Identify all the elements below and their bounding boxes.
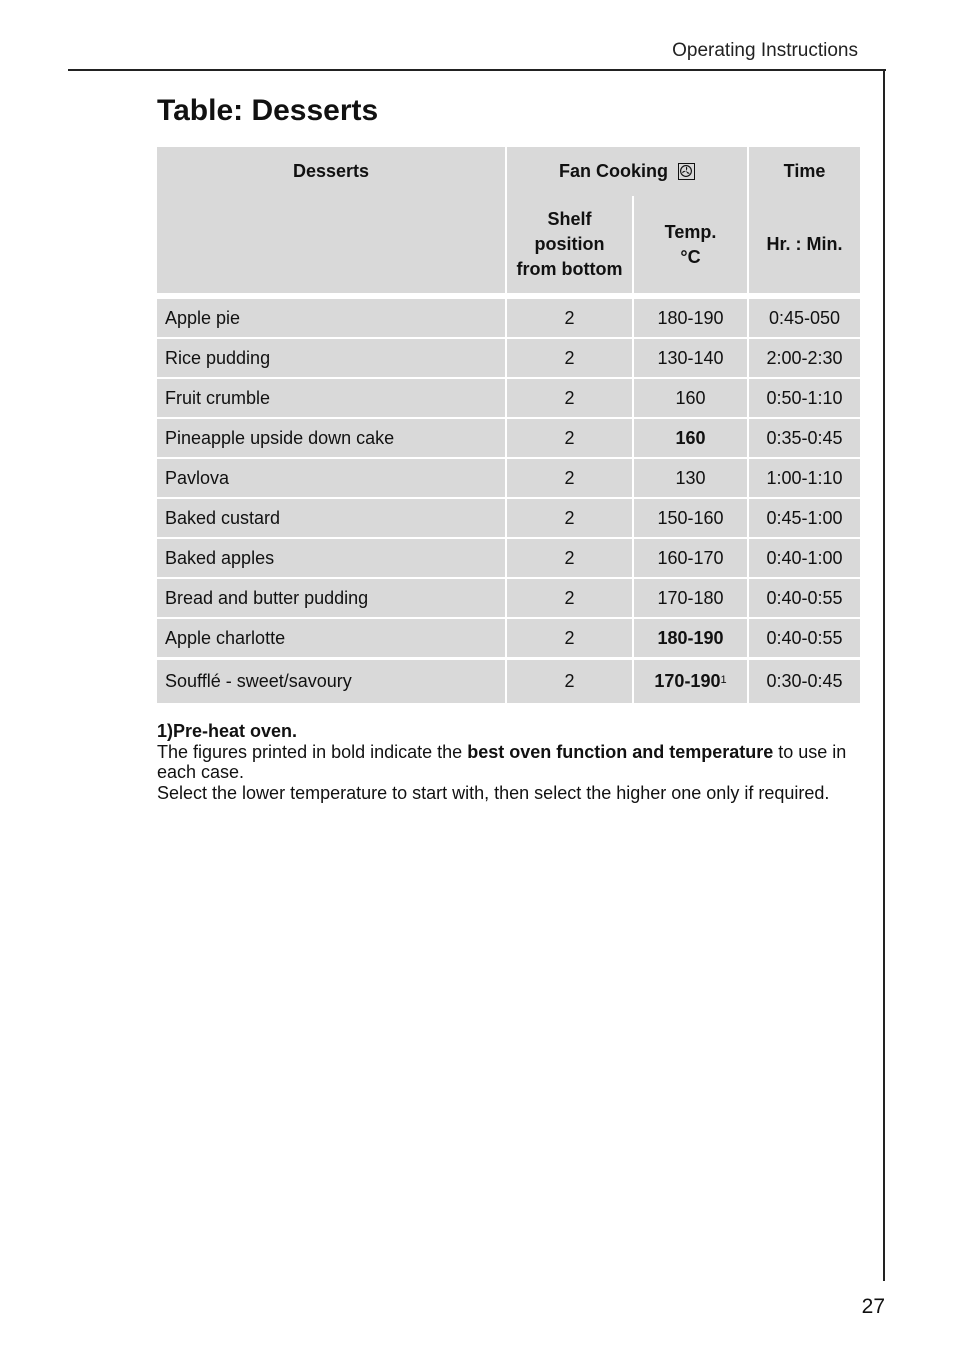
shelf-position: 2: [507, 459, 634, 497]
header-temperature: [634, 196, 749, 293]
shelf-position: 2: [507, 660, 634, 703]
dessert-name: Bread and butter pudding: [157, 579, 507, 617]
shelf-position: 2: [507, 619, 634, 657]
temperature: 160: [634, 419, 749, 457]
page-number: 27: [861, 1295, 885, 1318]
bold-explanation-prefix: The figures printed in bold indicate the: [157, 741, 468, 762]
cooking-time: 0:30-0:45: [766, 671, 843, 691]
cooking-time: 0:40-1:00: [766, 547, 843, 568]
bold-explanation: [157, 742, 867, 783]
temperature: 130-140: [634, 339, 749, 377]
table-notes: [157, 721, 867, 803]
shelf-position: 2: [507, 539, 634, 577]
shelf-position: 2: [507, 579, 634, 617]
header-time: Time: [783, 161, 826, 181]
temperature: 130: [634, 459, 749, 497]
table-row: [157, 579, 860, 617]
bold-explanation-suffix: to use in each case.: [157, 741, 847, 782]
temperature: 170-190: [654, 671, 721, 691]
temperature: 170-180: [634, 579, 749, 617]
fan-cooking-icon: [678, 163, 695, 180]
table-row: [157, 419, 860, 457]
cooking-time: 0:40-0:55: [766, 587, 843, 608]
bold-explanation-emphasis: best oven function and temperature: [467, 741, 774, 762]
temperature: 180-190: [634, 619, 749, 657]
dessert-name: Soufflé - sweet/savoury: [157, 660, 507, 703]
table-row: [157, 660, 860, 703]
header-desserts: Desserts: [157, 147, 507, 293]
header-temp-unit: °C: [680, 246, 701, 267]
footnote-marker: 1: [720, 673, 727, 686]
dessert-name: Fruit crumble: [157, 379, 507, 417]
table-row: [157, 539, 860, 577]
temperature-cell: [634, 660, 749, 703]
cooking-time: 2:00-2:30: [766, 347, 843, 368]
dessert-name: Apple charlotte: [157, 619, 507, 657]
table-row: [157, 339, 860, 377]
cooking-time: 0:45-1:00: [766, 507, 843, 528]
header-temp-line: Temp.: [664, 221, 717, 242]
table-row: [157, 299, 860, 337]
header-rule: [68, 69, 886, 71]
dessert-name: Baked apples: [157, 539, 507, 577]
shelf-position: 2: [507, 299, 634, 337]
shelf-position: 2: [507, 379, 634, 417]
header-fan-cooking-label: Fan Cooking: [559, 161, 668, 181]
header-shelf-position: [507, 196, 634, 293]
temperature-advice: Select the lower temperature to start with, then select the higher one only if required.: [157, 782, 830, 803]
dessert-name: Rice pudding: [157, 339, 507, 377]
header-shelf-line: Shelf: [547, 209, 592, 229]
footnote: 1)Pre-heat oven.: [157, 721, 298, 741]
header-fan-cooking: [507, 147, 749, 196]
temperature: 160: [634, 379, 749, 417]
cooking-time: 0:50-1:10: [766, 387, 843, 408]
table-header: [157, 147, 860, 293]
cooking-time: 0:40-0:55: [766, 627, 843, 648]
table-row: [157, 379, 860, 417]
header-shelf-line: from bottom: [516, 259, 623, 279]
running-head: Operating Instructions: [672, 40, 858, 61]
shelf-position: 2: [507, 419, 634, 457]
cooking-time: 0:45-050: [768, 307, 841, 328]
temperature: 150-160: [634, 499, 749, 537]
desserts-table: [157, 147, 860, 705]
temperature: 180-190: [634, 299, 749, 337]
table-row: [157, 459, 860, 497]
page-title: Table: Desserts: [157, 94, 379, 127]
table-row: [157, 499, 860, 537]
dessert-name: Apple pie: [157, 299, 507, 337]
dessert-name: Pineapple upside down cake: [157, 419, 507, 457]
header-shelf-line: position: [534, 234, 605, 254]
margin-rule: [883, 69, 885, 1281]
dessert-name: Baked custard: [157, 499, 507, 537]
cooking-time: 0:35-0:45: [766, 427, 843, 448]
cooking-time: 1:00-1:10: [766, 467, 843, 488]
temperature: 160-170: [634, 539, 749, 577]
shelf-position: 2: [507, 339, 634, 377]
shelf-position: 2: [507, 499, 634, 537]
header-hr-min: Hr. : Min.: [766, 234, 843, 254]
dessert-name: Pavlova: [157, 459, 507, 497]
table-row: [157, 619, 860, 657]
